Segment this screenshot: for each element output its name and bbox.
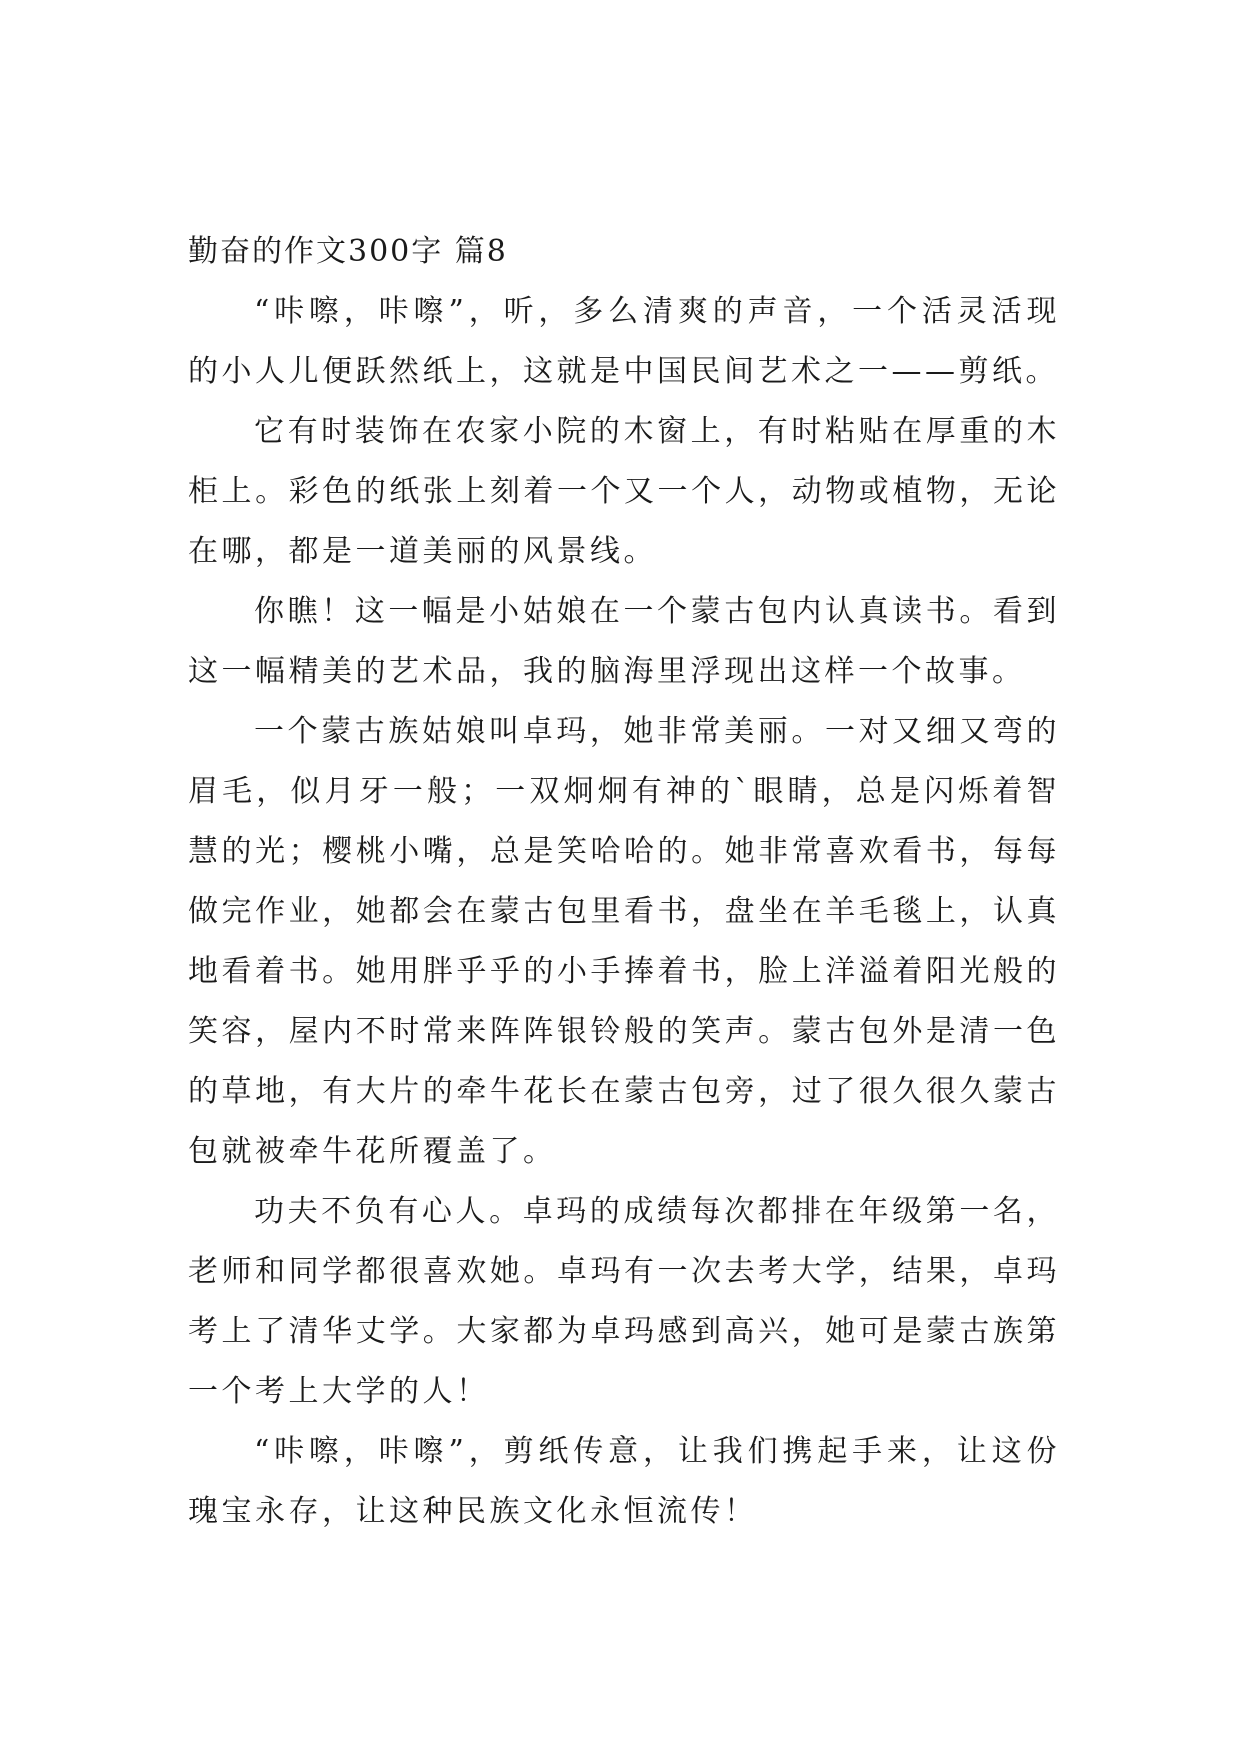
paragraph-3: 你瞧！这一幅是小姑娘在一个蒙古包内认真读书。看到这一幅精美的艺术品，我的脑海里浮现出这样一个故事。 — [188, 594, 1060, 689]
paragraph-1: “咔嚓，咔嚓”，听，多么清爽的声音，一个活灵活现的小人儿便跃然纸上，这就是中国民间艺术之一——剪纸。 — [188, 294, 1060, 389]
paragraph-5: 功夫不负有心人。卓玛的成绩每次都排在年级第一名，老师和同学都很喜欢她。卓玛有一次去考大学，结果，卓玛考上了清华丈学。大家都为卓玛感到高兴，她可是蒙古族第一个考上大学的人！ — [188, 1194, 1060, 1409]
paragraph-6: “咔嚓，咔嚓”，剪纸传意，让我们携起手来，让这份瑰宝永存，让这种民族文化永恒流传！ — [188, 1434, 1060, 1529]
document-body — [188, 222, 1060, 1542]
document-title: 勤奋的作文300字 篇8 — [188, 234, 508, 269]
paragraph-4: 一个蒙古族姑娘叫卓玛，她非常美丽。一对又细又弯的眉毛，似月牙一般；一双炯炯有神的`眼睛，总是闪烁着智慧的光；樱桃小嘴，总是笑哈哈的。她非常喜欢看书，每每做完作业，她都会在蒙古包里看书，盘坐在羊毛毯上，认真地看着书。她用胖乎乎的小手捧着书，脸上洋溢着阳光般的笑容，屋内不时常来阵阵银铃般的笑声。蒙古包外是清一色的草地，有大片的牵牛花长在蒙古包旁，过了很久很久蒙古包就被牵牛花所覆盖了。 — [188, 714, 1060, 1169]
paragraph-2: 它有时装饰在农家小院的木窗上，有时粘贴在厚重的木柜上。彩色的纸张上刻着一个又一个人，动物或植物，无论在哪，都是一道美丽的风景线。 — [188, 414, 1060, 569]
